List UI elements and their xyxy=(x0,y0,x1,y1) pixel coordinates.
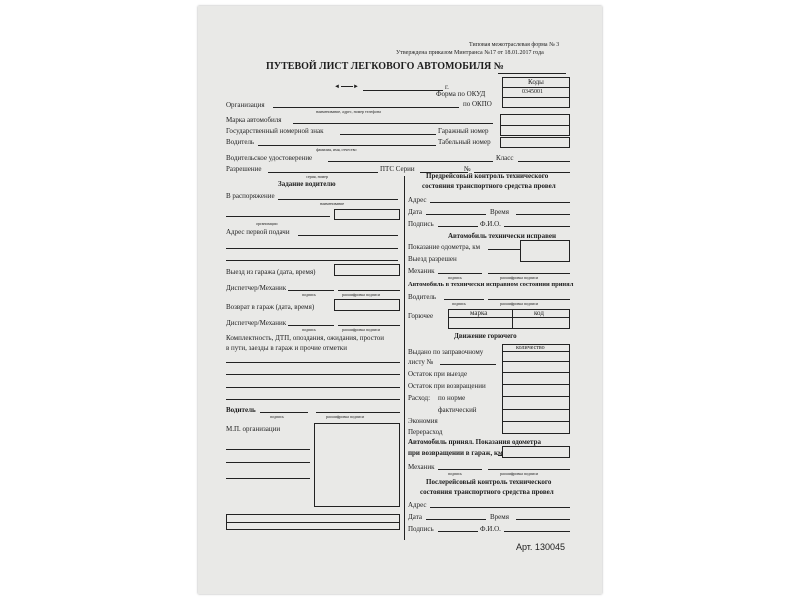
mechanic2-decode-line xyxy=(488,469,570,470)
consumption-label: Расход: xyxy=(408,394,431,402)
fuel-table-divider xyxy=(448,317,570,318)
quantity-row5 xyxy=(502,396,570,397)
date-arrow-left-icon: ◄ xyxy=(334,84,340,90)
mechanic-decode-line xyxy=(488,273,570,274)
pretrip-date-label: Дата xyxy=(408,208,422,216)
okpo-label: по ОКПО xyxy=(463,100,492,108)
pretrip-fio-line xyxy=(504,226,570,227)
codes-row2 xyxy=(502,97,570,98)
first-address-line3 xyxy=(226,260,398,261)
posttrip-address-line xyxy=(430,507,570,508)
posttrip-signature-label: Подпись xyxy=(408,525,434,533)
accepted-line2: при возвращении в гараж, км xyxy=(408,449,503,457)
year-suffix: г. xyxy=(445,83,449,91)
driver-hint: фамилия, имя, отчество xyxy=(316,147,357,152)
sheet-no-line xyxy=(440,364,496,365)
driver-sign-hint: подпись xyxy=(270,414,284,419)
garage-exit-label: Выезд из гаража (дата, время) xyxy=(226,268,316,276)
organization-line xyxy=(273,107,459,108)
codes-header: Коды xyxy=(528,78,544,86)
accepted-driver-decode-hint: расшифровка подписи xyxy=(500,301,539,306)
article-number: Арт. 130045 xyxy=(516,542,565,552)
center-divider xyxy=(404,176,405,540)
driver-sign-line xyxy=(260,412,308,413)
tabel-number-box xyxy=(500,137,570,148)
mechanic-decode-hint: расшифровка подписи xyxy=(500,275,539,280)
remain-exit-label: Остаток при выезде xyxy=(408,370,468,378)
odometer-label: Показание одометра, км xyxy=(408,243,481,251)
dispatcher2-decode-line xyxy=(338,325,400,326)
date-line xyxy=(341,86,353,87)
dispatcher1-label: Диспетчер/Механик xyxy=(226,284,287,292)
garage-return-box xyxy=(334,299,400,311)
pretrip-date-line xyxy=(426,214,486,215)
driver-label: Водитель xyxy=(226,138,255,146)
car-ok-label: Автомобиль технически исправен xyxy=(448,232,556,240)
first-address-line2 xyxy=(226,248,398,249)
odometer-return-box xyxy=(502,446,570,458)
garage-number-label: Гаражный номер xyxy=(438,127,489,135)
permit-line xyxy=(268,172,378,173)
posttrip-fio-line xyxy=(504,531,570,532)
form-title: ПУТЕВОЙ ЛИСТ ЛЕГКОВОГО АВТОМОБИЛЯ № xyxy=(266,61,504,72)
pretrip-fio-label: Ф.И.О. xyxy=(480,220,501,228)
odometer-line xyxy=(488,249,520,250)
car-accepted-label: Автомобиль в технически исправном состоянии принял xyxy=(408,281,574,288)
class-label: Класс xyxy=(496,154,514,162)
driver-task-heading: Задание водителю xyxy=(278,180,336,188)
stamp-line1 xyxy=(226,449,310,450)
posttrip-time-label: Время xyxy=(490,513,509,521)
dispatcher1-decode-line xyxy=(338,290,400,291)
permit-label: Разрешение xyxy=(226,165,262,173)
pts-number-sign: № xyxy=(464,165,471,173)
overrun-label: Перерасход xyxy=(408,428,443,436)
permit-hint: серия, номер xyxy=(306,174,328,179)
driver-decode-hint: расшифровка подписи xyxy=(326,414,365,419)
bottom-left-box-divider xyxy=(226,522,400,523)
complectness-line2: в пути, заезды в гараж и прочие отметки xyxy=(226,344,347,352)
driver-line xyxy=(258,145,436,146)
garage-exit-box xyxy=(334,264,400,276)
pretrip-line2: состояния транспортного средства провел xyxy=(422,182,556,190)
at-disposal-box xyxy=(334,209,400,220)
garage-return-label: Возврат в гараж (дата, время) xyxy=(226,303,315,311)
accepted-driver-decode-line xyxy=(488,299,570,300)
dispatcher1-sign-hint: подпись xyxy=(302,292,316,297)
at-disposal-line xyxy=(278,199,398,200)
pretrip-time-line xyxy=(516,214,570,215)
license-line xyxy=(328,161,493,162)
notes-line3 xyxy=(226,387,400,388)
approved-by: Утверждена приказом Минтранса №17 от 18.01.2017 года xyxy=(396,50,544,56)
pts-series-label: ПТС Серии xyxy=(380,165,415,173)
state-number-label: Государственный номерной знак xyxy=(226,127,324,135)
notes-line1 xyxy=(226,362,400,363)
dispatcher2-sign-line xyxy=(288,325,334,326)
form-type: Типовая межотраслевая форма № 3 xyxy=(469,42,560,48)
class-line xyxy=(518,161,570,162)
complectness-line1: Комплектность, ДТП, опоздания, ожидания, простои xyxy=(226,334,385,342)
pretrip-signature-line xyxy=(438,226,478,227)
accepted-driver-label: Водитель xyxy=(408,293,437,301)
waybill-form xyxy=(198,6,602,594)
accepted-driver-sign-hint: подпись xyxy=(452,301,466,306)
posttrip-address-label: Адрес xyxy=(408,501,427,509)
org-hint2: организации xyxy=(256,221,278,226)
at-disposal-label: В распоряжение xyxy=(226,192,275,200)
car-brand-line xyxy=(293,123,493,124)
quantity-row6 xyxy=(502,409,570,410)
quantity-row4 xyxy=(502,384,570,385)
pretrip-address-label: Адрес xyxy=(408,196,427,204)
fuel-code-header: код xyxy=(534,309,544,317)
fuel-table-col xyxy=(512,309,513,329)
name-hint: наименование xyxy=(320,201,345,206)
odometer-box xyxy=(520,240,570,262)
posttrip-time-line xyxy=(516,519,570,520)
stamp-line3 xyxy=(226,478,310,479)
title-number-line xyxy=(498,73,566,74)
at-disposal-line2 xyxy=(226,216,330,217)
stamp-line2 xyxy=(226,462,310,463)
license-label: Водительское удостоверение xyxy=(226,154,313,162)
first-address-label: Адрес первой подачи xyxy=(226,228,290,236)
posttrip-date-label: Дата xyxy=(408,513,422,521)
posttrip-date-line xyxy=(426,519,486,520)
organization-label: Организация xyxy=(226,101,265,109)
remain-return-label: Остаток при возвращении xyxy=(408,382,486,390)
pretrip-line1: Предрейсовый контроль технического xyxy=(426,172,549,180)
okud-label: Форма по ОКУД xyxy=(436,90,486,98)
date-arrow-right-icon: ► xyxy=(353,84,359,90)
economy-label: Экономия xyxy=(408,417,438,425)
driver-decode-line xyxy=(316,412,400,413)
accepted-driver-sign-line xyxy=(444,299,484,300)
mechanic2-label: Механик xyxy=(408,463,435,471)
tabel-number-label: Табельный номер xyxy=(438,138,491,146)
garage-number-divider xyxy=(500,125,570,126)
pretrip-signature-label: Подпись xyxy=(408,220,434,228)
dispatcher1-sign-line xyxy=(288,290,334,291)
mechanic2-sign-line xyxy=(438,469,482,470)
pretrip-time-label: Время xyxy=(490,208,509,216)
car-brand-label: Марка автомобиля xyxy=(226,116,282,124)
posttrip-fio-label: Ф.И.О. xyxy=(480,525,501,533)
posttrip-line2: состояния транспортного средства провел xyxy=(420,488,554,496)
first-address-line xyxy=(298,235,398,236)
issued-label: Выдано по заправочному xyxy=(408,348,484,356)
actual-label: фактический xyxy=(438,406,477,414)
driver-bottom-label: Водитель xyxy=(226,406,256,414)
posttrip-line1: Послерейсовый контроль технического xyxy=(426,478,552,486)
mechanic-label: Механик xyxy=(408,267,435,275)
sheet-no-label: листу № xyxy=(408,358,434,366)
date-month-line xyxy=(363,90,443,91)
mp-org-label: М.П. организации xyxy=(226,425,281,433)
fuel-brand-header: марка xyxy=(470,309,488,317)
quantity-row2 xyxy=(502,361,570,362)
fuel-table xyxy=(448,309,570,329)
dispatcher2-sign-hint: подпись xyxy=(302,327,316,332)
quantity-row3 xyxy=(502,372,570,373)
org-hint: наименование, адрес, номер телефона xyxy=(316,109,381,114)
by-norm-label: по норме xyxy=(438,394,466,402)
mechanic-sign-hint: подпись xyxy=(448,275,462,280)
quantity-header: количество xyxy=(516,345,545,351)
mechanic2-sign-hint: подпись xyxy=(448,471,462,476)
fuel-movement-heading: Движение горючего xyxy=(454,332,517,340)
mechanic2-decode-hint: расшифровка подписи xyxy=(500,471,539,476)
posttrip-signature-line xyxy=(438,531,478,532)
stamp-box xyxy=(314,423,400,507)
dispatcher2-decode-hint: расшифровка подписи xyxy=(342,327,381,332)
pretrip-address-line xyxy=(430,202,570,203)
mechanic-sign-line xyxy=(438,273,482,274)
okud-value: 0345001 xyxy=(522,89,543,95)
state-number-line xyxy=(340,134,436,135)
dispatcher1-decode-hint: расшифровка подписи xyxy=(342,292,381,297)
accepted-line1: Автомобиль принял. Показания одометра xyxy=(408,438,541,446)
notes-line4 xyxy=(226,399,400,400)
notes-line2 xyxy=(226,374,400,375)
fuel-label: Горючее xyxy=(408,312,434,320)
exit-allowed-label: Выезд разрешен xyxy=(408,255,457,263)
quantity-row7 xyxy=(502,421,570,422)
dispatcher2-label: Диспетчер/Механик xyxy=(226,319,287,327)
